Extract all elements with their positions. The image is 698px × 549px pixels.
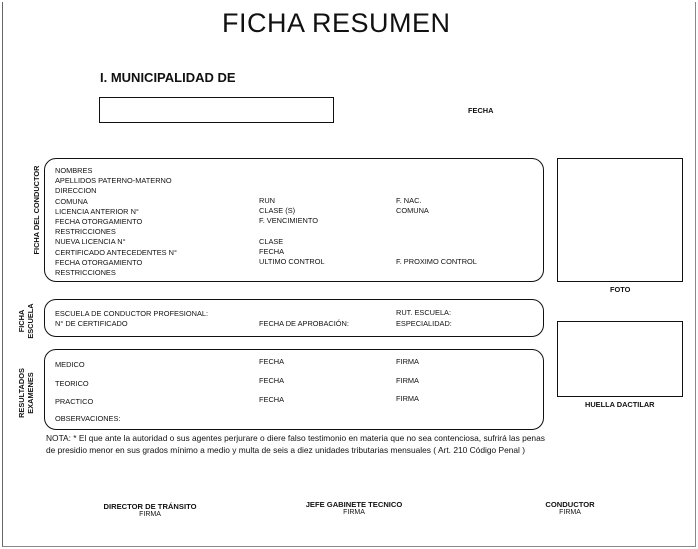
- field-rut-escuela: RUT. ESCUELA:: [396, 308, 452, 317]
- field-restricciones: RESTRICCIONES: [55, 227, 116, 237]
- field-especialidad: ESPECIALIDAD:: [396, 319, 452, 328]
- exam-medico: MEDICO: [55, 360, 85, 369]
- signature-director-title: DIRECTOR DE TRÁNSITO: [103, 502, 197, 511]
- field-certificado-antecedentes: CERTIFICADO ANTECEDENTES N°: [55, 247, 177, 257]
- municipalidad-input[interactable]: [99, 97, 334, 123]
- signature-conductor: [530, 500, 610, 516]
- conductor-field-list: [55, 166, 177, 278]
- field-f-vencimiento: F. VENCIMIENTO: [259, 216, 318, 225]
- exam-medico-firma: FIRMA: [396, 357, 419, 366]
- field-run: RUN: [259, 196, 276, 205]
- signature-jefe-title: JEFE GABINETE TECNICO: [305, 500, 403, 509]
- fecha-label: FECHA: [468, 106, 494, 115]
- field-escuela-conductor: ESCUELA DE CONDUCTOR PROFESIONAL:: [55, 309, 209, 318]
- municipalidad-label: I. MUNICIPALIDAD DE: [100, 70, 236, 85]
- exam-medico-fecha: FECHA: [259, 357, 285, 366]
- field-nueva-licencia: NUEVA LICENCIA N°: [55, 237, 126, 247]
- field-comuna-2: COMUNA: [396, 206, 429, 215]
- field-ultimo-control: ULTIMO CONTROL: [259, 257, 325, 266]
- exam-practico: PRACTICO: [55, 397, 94, 406]
- exam-teorico-firma: FIRMA: [396, 376, 419, 385]
- signature-conductor-firma: FIRMA: [559, 509, 581, 516]
- exam-practico-fecha: FECHA: [259, 395, 285, 404]
- section-label-escuela-2: ESCUELA: [26, 303, 35, 339]
- huella-label: HUELLA DACTILAR: [585, 400, 655, 409]
- field-fecha: FECHA: [259, 247, 285, 256]
- field-nombres: NOMBRES: [55, 166, 93, 175]
- foto-label: FOTO: [610, 285, 631, 294]
- huella-box: [557, 321, 683, 397]
- section-label-escuela: [17, 301, 37, 341]
- foto-box: [557, 158, 683, 282]
- field-restricciones-2: RESTRICCIONES: [55, 268, 116, 278]
- signature-director-firma: FIRMA: [139, 511, 161, 518]
- page-title: FICHA RESUMEN: [222, 8, 451, 38]
- exam-teorico: TEORICO: [55, 379, 89, 388]
- legal-note: NOTA: * El que ante la autoridad o sus agentes perjurare o diere falso testimonio en materia que no sea contenciosa, sufrirá las penas de presidio menor en sus grados mínimo a medio y multa de seis a diez unidades tributarias mensuales ( Art. 210 Código Penal ): [46, 433, 545, 455]
- field-fecha-aprobacion: FECHA DE APROBACIÓN:: [259, 319, 349, 328]
- field-apellidos: APELLIDOS PATERNO-MATERNO: [55, 176, 172, 186]
- section-label-conductor: FICHA DEL CONDUCTOR: [32, 165, 41, 255]
- signature-jefe-firma: FIRMA: [343, 509, 365, 516]
- signature-director: [95, 502, 205, 518]
- section-label-examenes: [17, 363, 37, 423]
- section-label-examenes-2: EXAMENES: [26, 372, 35, 414]
- exam-teorico-fecha: FECHA: [259, 376, 285, 385]
- field-f-proximo-control: F. PROXIMO CONTROL: [396, 257, 477, 266]
- field-clase-s: CLASE (S): [259, 206, 296, 215]
- field-fecha-otorgamiento-2: FECHA OTORGAMIENTO: [55, 257, 143, 267]
- field-observaciones: OBSERVACIONES:: [55, 414, 121, 423]
- signature-jefe: [297, 500, 411, 516]
- field-direccion: DIRECCION: [55, 186, 97, 196]
- section-label-escuela-1: FICHA: [17, 309, 26, 333]
- section-label-examenes-1: RESULTADOS: [17, 368, 26, 418]
- field-licencia-anterior: LICENCIA ANTERIOR N°: [55, 206, 139, 216]
- field-fecha-otorgamiento: FECHA OTORGAMIENTO: [55, 217, 143, 227]
- field-n-certificado: N° DE CERTIFICADO: [55, 319, 128, 328]
- field-clase: CLASE: [259, 237, 284, 246]
- exam-practico-firma: FIRMA: [396, 394, 419, 403]
- field-comuna: COMUNA: [55, 196, 88, 206]
- field-f-nac: F. NAC.: [396, 196, 422, 205]
- signature-conductor-title: CONDUCTOR: [545, 500, 595, 509]
